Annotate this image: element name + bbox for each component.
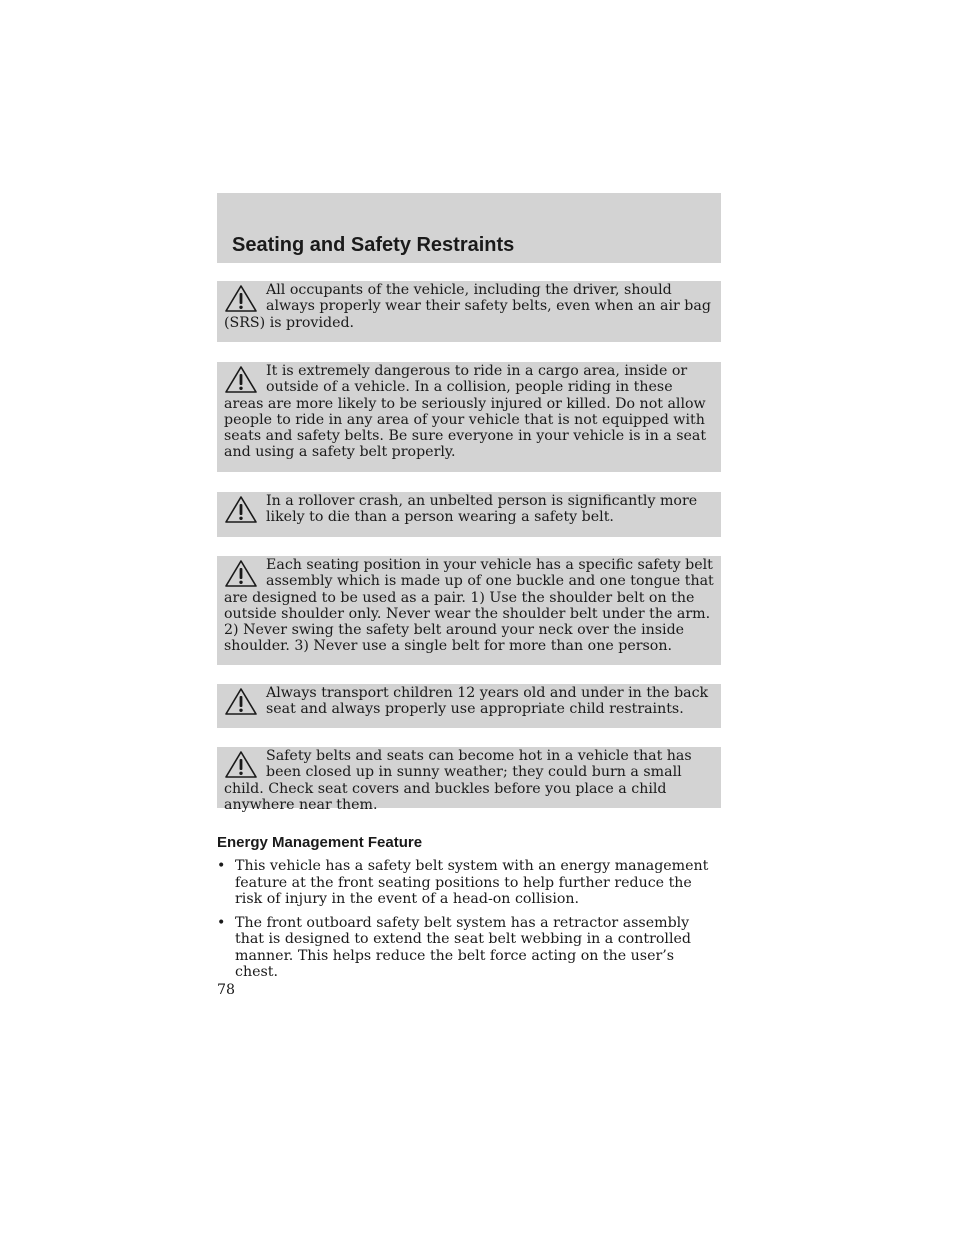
warning-box [217, 281, 721, 342]
warning-triangle-icon [224, 365, 258, 395]
warning-triangle-icon [224, 559, 258, 589]
bullet-icon: • [217, 858, 226, 874]
warning-box [217, 556, 721, 665]
warning-triangle-icon [224, 687, 258, 717]
warning-triangle-icon [224, 495, 258, 525]
warning-triangle-icon [224, 750, 258, 780]
warning-text: Each seating position in your vehicle has a specific safety belt assembly which is made up of one buckle and one tongue that are designed to be used as a pair. 1) Use the shoulder belt on the outside shoulder only. Never wear the shoulder belt under the arm. 2) Never swing the safety belt around your neck over the inside shoulder. 3) Never use a single belt for more than one person. [224, 557, 714, 655]
energy-management-list [217, 858, 721, 988]
warning-box [217, 362, 721, 472]
warning-text: Safety belts and seats can become hot in a vehicle that has been closed up in sunny weather; they could burn a small child. Check seat covers and buckles before you place a child anywhere near them. [224, 748, 692, 813]
warning-triangle-icon [224, 284, 258, 314]
warning-box [217, 492, 721, 537]
warning-box [217, 747, 721, 813]
warning-text: In a rollover crash, an unbelted person is significantly more likely to die than a person wearing a safety belt. [266, 493, 698, 526]
section-title: Seating and Safety Restraints [232, 234, 515, 256]
warning-box [217, 684, 721, 728]
warning-text: Always transport children 12 years old and under in the back seat and always properly use appropriate child restraints. [266, 685, 709, 718]
warning-text: It is extremely dangerous to ride in a cargo area, inside or outside of a vehicle. In a collision, people riding in these areas are more likely to be seriously injured or killed. Do not allow people to ride in any area of your vehicle that is not equipped with seats and safety belts. Be sure everyone in your vehicle is in a seat and using a safety belt properly. [224, 363, 707, 461]
list-item [217, 858, 721, 908]
page-number: 78 [217, 982, 236, 998]
warning-text: All occupants of the vehicle, including the driver, should always properly wear their safety belts, even when an air bag (SRS) is provided. [224, 282, 711, 331]
section-header [217, 193, 721, 263]
list-item-text: This vehicle has a safety belt system with an energy management feature at the front seating positions to help further reduce the risk of injury in the event of a head-on collision. [235, 858, 709, 907]
list-item [217, 915, 721, 981]
bullet-icon: • [217, 914, 226, 931]
list-item-text: The front outboard safety belt system has a retractor assembly that is designed to extend the seat belt webbing in a controlled manner. This helps reduce the belt force acting on the user’s chest. [235, 914, 691, 980]
energy-management-heading: Energy Management Feature [217, 834, 423, 851]
